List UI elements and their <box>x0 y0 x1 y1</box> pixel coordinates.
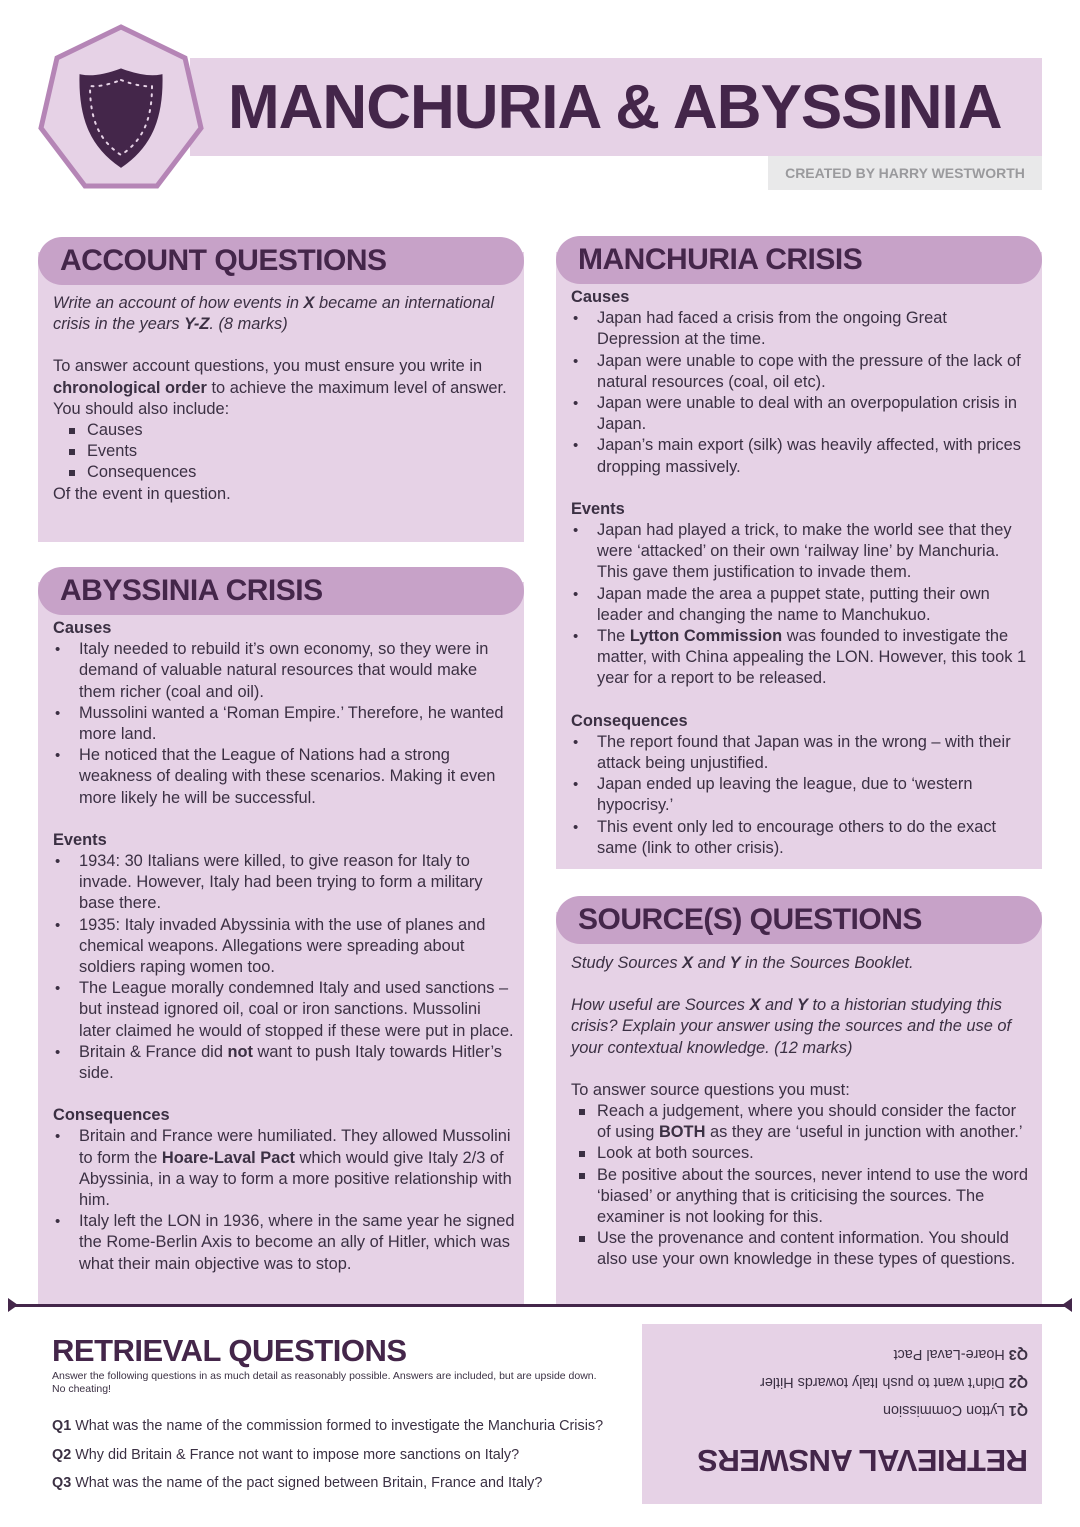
list-item: • Italy left the LON in 1936, where in the same year he signed the Rome-Berlin Axis to become an ally of Hitler, which was what their main objective was to stop. <box>53 1211 515 1275</box>
retrieval-answers-upside-down <box>642 1324 1042 1504</box>
abyssinia-crisis-body <box>53 618 515 1275</box>
list-item: • Japan ended up leaving the league, due to ‘western hypocrisy.’ <box>571 774 1033 816</box>
author-credit: CREATED BY HARRY WESTWORTH <box>785 165 1025 181</box>
list-item: Look at both sources. <box>571 1143 1033 1164</box>
source-list <box>571 1101 1033 1271</box>
manchuria-causes-list <box>571 308 1033 478</box>
manchuria-consequences-heading: Consequences <box>571 711 688 730</box>
abyssinia-crisis-title: ABYSSINIA CRISIS <box>60 574 323 607</box>
manchuria-events-heading: Events <box>571 499 625 518</box>
manchuria-events-list <box>571 520 1033 690</box>
account-questions-body <box>53 293 515 505</box>
retrieval-answers-panel <box>642 1324 1042 1504</box>
abyssinia-consequences-list <box>53 1126 515 1274</box>
manchuria-crisis-title: MANCHURIA CRISIS <box>578 243 863 276</box>
retrieval-instructions: Answer the following questions in as much detail as reasonably possible. Answers are included, but are upside down. No cheating! <box>52 1370 597 1395</box>
list-item: • 1934: 30 Italians were killed, to give reason for Italy to invade. However, Italy had been trying to form a military base there. <box>53 851 515 915</box>
source-questions-title: SOURCE(S) QUESTIONS <box>578 903 922 936</box>
list-item: Reach a judgement, where you should consider the factor of using BOTH as they are ‘useful in junction with another.’ <box>571 1101 1033 1143</box>
source-must: To answer source questions you must: <box>571 1080 850 1099</box>
list-item: • He noticed that the League of Nations had a strong weakness of dealing with these scenarios. Making it even more likely he will be successful. <box>53 745 515 809</box>
list-item: • The Lytton Commission was founded to investigate the matter, with China appealing the LON. However, this took 1 year for a report to be released. <box>571 626 1033 690</box>
list-item: • Japan were unable to deal with an overpopulation crisis in Japan. <box>571 393 1033 435</box>
divider-arrow-left-icon <box>8 1298 18 1312</box>
list-item: • Britain and France were humiliated. They allowed Mussolini to form the Hoare-Laval Pact which would give Italy 2/3 of Abyssinia, in a way to form a more positive relationship with him. <box>53 1126 515 1211</box>
abyssinia-causes-list <box>53 639 515 809</box>
list-item: • The League morally condemned Italy and used sanctions – but instead ignored oil, coal or iron sanctions. Mussolini later claimed he would of stopped if these were put in place. <box>53 978 515 1042</box>
list-item: Consequences <box>61 462 515 483</box>
manchuria-crisis-body <box>571 287 1033 859</box>
list-item: • Japan were unable to cope with the pressure of the lack of natural resources (coal, oil etc). <box>571 351 1033 393</box>
abyssinia-consequences-heading: Consequences <box>53 1106 170 1125</box>
retrieval-question: Q3 What was the name of the pact signed between Britain, France and Italy? <box>52 1475 543 1491</box>
manchuria-consequences-list <box>571 732 1033 859</box>
abyssinia-events-list <box>53 851 515 1084</box>
manchuria-causes-heading: Causes <box>571 288 630 306</box>
account-questions-title: ACCOUNT QUESTIONS <box>60 244 387 277</box>
page-title: MANCHURIA & ABYSSINIA <box>228 73 1002 142</box>
source-study: Study Sources X and Y in the Sources Booklet. <box>571 954 914 972</box>
retrieval-answer: Q2 Didn’t want to push Italy towards Hitler <box>760 1374 1028 1390</box>
list-item: Causes <box>61 420 515 441</box>
list-item: • This event only led to encourage others to do the exact same (link to other crisis). <box>571 817 1033 859</box>
retrieval-answer: Q1 Lytton Commission <box>882 1402 1028 1418</box>
list-item: • 1935: Italy invaded Abyssinia with the use of planes and chemical weapons. Allegations were spreading about soldiers raping women too. <box>53 915 515 979</box>
account-prompt: Write an account of how events in X became an international crisis in the years Y-Z. (8 marks) <box>53 294 494 334</box>
list-item: • Britain & France did not want to push Italy towards Hitler’s side. <box>53 1042 515 1084</box>
list-item: • The report found that Japan was in the wrong – with their attack being unjustified. <box>571 732 1033 774</box>
account-also: You should also include: <box>53 399 230 418</box>
source-prompt: How useful are Sources X and Y to a historian studying this crisis? Explain your answer using the sources and the use of your contextual knowledge. (12 marks) <box>571 996 1012 1057</box>
section-divider <box>14 1304 1068 1307</box>
source-questions-body <box>571 953 1033 1271</box>
list-item: • Japan had faced a crisis from the ongoing Great Depression at the time. <box>571 308 1033 350</box>
shield-icon <box>36 24 206 194</box>
account-list <box>61 420 515 484</box>
abyssinia-events-heading: Events <box>53 830 107 849</box>
list-item: Events <box>61 441 515 462</box>
list-item: Use the provenance and content information. You should also use your own knowledge in these types of questions. <box>571 1228 1033 1270</box>
abyssinia-causes-heading: Causes <box>53 619 112 637</box>
list-item: • Japan made the area a puppet state, putting their own leader and changing the name to Manchukuo. <box>571 584 1033 626</box>
list-item: • Italy needed to rebuild it’s own economy, so they were in demand of valuable natural resources that would make them richer (coal and oil). <box>53 639 515 703</box>
list-item: • Japan had played a trick, to make the world see that they were ‘attacked’ on their own ‘railway line’ by Manchuria. This gave them justification to invade them. <box>571 520 1033 584</box>
retrieval-answer: Q3 Hoare-Laval Pact <box>893 1346 1028 1362</box>
retrieval-question: Q2 Why did Britain & France not want to impose more sanctions on Italy? <box>52 1447 520 1463</box>
account-intro: To answer account questions, you must ensure you write in chronological order to achieve the maximum level of answer. <box>53 357 507 397</box>
retrieval-answers-title: RETRIEVAL ANSWERS <box>697 1443 1028 1478</box>
divider-arrow-right-icon <box>1062 1298 1072 1312</box>
list-item: • Mussolini wanted a ‘Roman Empire.’ Therefore, he wanted more land. <box>53 703 515 745</box>
list-item: Be positive about the sources, never intend to use the word ‘biased’ or anything that is criticising the sources. The examiner is not looking for this. <box>571 1165 1033 1229</box>
retrieval-questions-title: RETRIEVAL QUESTIONS <box>52 1333 407 1368</box>
retrieval-question: Q1 What was the name of the commission formed to investigate the Manchuria Crisis? <box>52 1418 604 1434</box>
account-outro: Of the event in question. <box>53 484 231 503</box>
list-item: • Japan’s main export (silk) was heavily affected, with prices dropping massively. <box>571 435 1033 477</box>
